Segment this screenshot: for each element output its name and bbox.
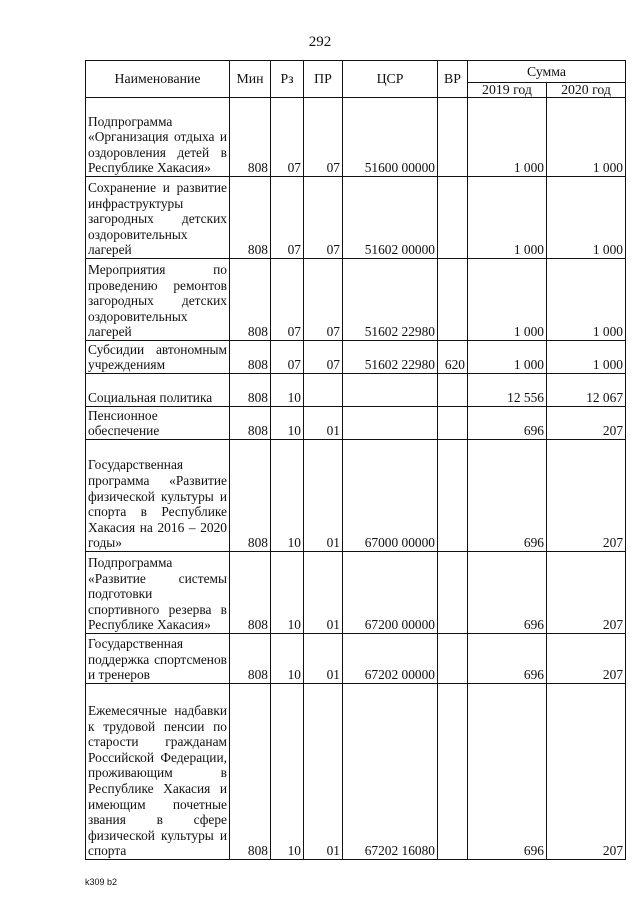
table-row: [86, 634, 626, 684]
row-vr: [438, 259, 468, 341]
row-vr: [438, 634, 468, 684]
row-csr: [343, 407, 438, 440]
header-pr: ПР: [304, 61, 343, 98]
row-pr: 01: [304, 407, 343, 440]
table-row: [86, 407, 626, 440]
row-sum-2020: 12 067: [547, 374, 626, 407]
row-pr: 01: [304, 634, 343, 684]
table-row: [86, 374, 626, 407]
row-rz: 10: [271, 684, 304, 860]
row-min: 808: [230, 259, 271, 341]
row-rz: 10: [271, 374, 304, 407]
row-sum-2019: 696: [468, 407, 547, 440]
header-min: Мин: [230, 61, 271, 98]
row-pr: 01: [304, 552, 343, 634]
row-name: Сохранение и развитие инфраструктуры загородных детских оздоровительных лагерей: [86, 177, 230, 259]
row-vr: [438, 374, 468, 407]
row-name: Пенсионное обеспечение: [86, 407, 230, 440]
row-pr: 07: [304, 98, 343, 177]
header-year-2019: 2019 год: [468, 83, 547, 98]
header-rz: Рз: [271, 61, 304, 98]
row-sum-2020: 1 000: [547, 341, 626, 374]
header-name: Наименование: [86, 61, 230, 98]
page-number: 292: [308, 34, 332, 50]
row-pr: 07: [304, 341, 343, 374]
row-sum-2020: 207: [547, 684, 626, 860]
row-pr: [304, 374, 343, 407]
row-sum-2020: 207: [547, 634, 626, 684]
row-rz: 10: [271, 407, 304, 440]
row-name: Субсидии автономным учреждениям: [86, 341, 230, 374]
row-pr: 01: [304, 684, 343, 860]
row-vr: [438, 407, 468, 440]
table-row: [86, 98, 626, 177]
row-name: Подпрограмма «Развитие системы подготовки спортивного резерва в Республике Хакасия»: [86, 552, 230, 634]
row-rz: 10: [271, 552, 304, 634]
row-sum-2020: 207: [547, 407, 626, 440]
table-row: [86, 259, 626, 341]
row-csr: 67000 00000: [343, 440, 438, 552]
row-rz: 10: [271, 634, 304, 684]
row-name: Государственная программа «Развитие физической культуры и спорта в Республике Хакасия на 2016 – 2020 годы»: [86, 440, 230, 552]
table-row: [86, 177, 626, 259]
row-sum-2020: 207: [547, 440, 626, 552]
row-sum-2020: 1 000: [547, 177, 626, 259]
footer-code: k309 b2: [85, 877, 118, 887]
table-row: [86, 552, 626, 634]
row-min: 808: [230, 634, 271, 684]
row-vr: 620: [438, 341, 468, 374]
table-row: [86, 440, 626, 552]
row-sum-2020: 1 000: [547, 98, 626, 177]
row-csr: 51600 00000: [343, 98, 438, 177]
row-min: 808: [230, 407, 271, 440]
budget-table: [85, 60, 626, 860]
row-min: 808: [230, 684, 271, 860]
row-rz: 07: [271, 341, 304, 374]
row-sum-2019: 696: [468, 552, 547, 634]
row-min: 808: [230, 440, 271, 552]
row-vr: [438, 98, 468, 177]
row-sum-2019: 1 000: [468, 341, 547, 374]
row-min: 808: [230, 98, 271, 177]
row-name: Ежемесячные надбавки к трудовой пенсии по старости гражданам Российской Федерации, проживающим в Республике Хакасия и имеющим почетные звания в сфере физической культуры и спорта: [86, 684, 230, 860]
row-rz: 07: [271, 177, 304, 259]
row-vr: [438, 177, 468, 259]
row-sum-2019: 1 000: [468, 177, 547, 259]
header-csr: ЦСР: [343, 61, 438, 98]
row-vr: [438, 684, 468, 860]
table-row: [86, 684, 626, 860]
row-csr: 67200 00000: [343, 552, 438, 634]
row-sum-2019: 12 556: [468, 374, 547, 407]
row-pr: 01: [304, 440, 343, 552]
row-name: Государственная поддержка спортсменов и тренеров: [86, 634, 230, 684]
header-vr: ВР: [438, 61, 468, 98]
row-vr: [438, 440, 468, 552]
row-pr: 07: [304, 177, 343, 259]
header-sum: Сумма: [468, 61, 626, 83]
row-name: Мероприятия по проведению ремонтов загородных детских оздоровительных лагерей: [86, 259, 230, 341]
row-csr: [343, 374, 438, 407]
row-sum-2019: 696: [468, 634, 547, 684]
header-year-2020: 2020 год: [547, 83, 626, 98]
row-sum-2019: 696: [468, 440, 547, 552]
row-sum-2019: 1 000: [468, 259, 547, 341]
row-csr: 67202 16080: [343, 684, 438, 860]
row-sum-2020: 207: [547, 552, 626, 634]
row-min: 808: [230, 552, 271, 634]
row-rz: 10: [271, 440, 304, 552]
row-sum-2019: 1 000: [468, 98, 547, 177]
table-body: [86, 98, 626, 860]
row-csr: 67202 00000: [343, 634, 438, 684]
row-sum-2019: 696: [468, 684, 547, 860]
table-row: [86, 341, 626, 374]
row-name: Подпрограмма «Организация отдыха и оздоровления детей в Республике Хакасия»: [86, 98, 230, 177]
row-min: 808: [230, 177, 271, 259]
row-min: 808: [230, 374, 271, 407]
row-rz: 07: [271, 98, 304, 177]
row-csr: 51602 00000: [343, 177, 438, 259]
row-rz: 07: [271, 259, 304, 341]
row-csr: 51602 22980: [343, 259, 438, 341]
row-min: 808: [230, 341, 271, 374]
row-pr: 07: [304, 259, 343, 341]
row-vr: [438, 552, 468, 634]
row-sum-2020: 1 000: [547, 259, 626, 341]
row-name: Социальная политика: [86, 374, 230, 407]
row-csr: 51602 22980: [343, 341, 438, 374]
